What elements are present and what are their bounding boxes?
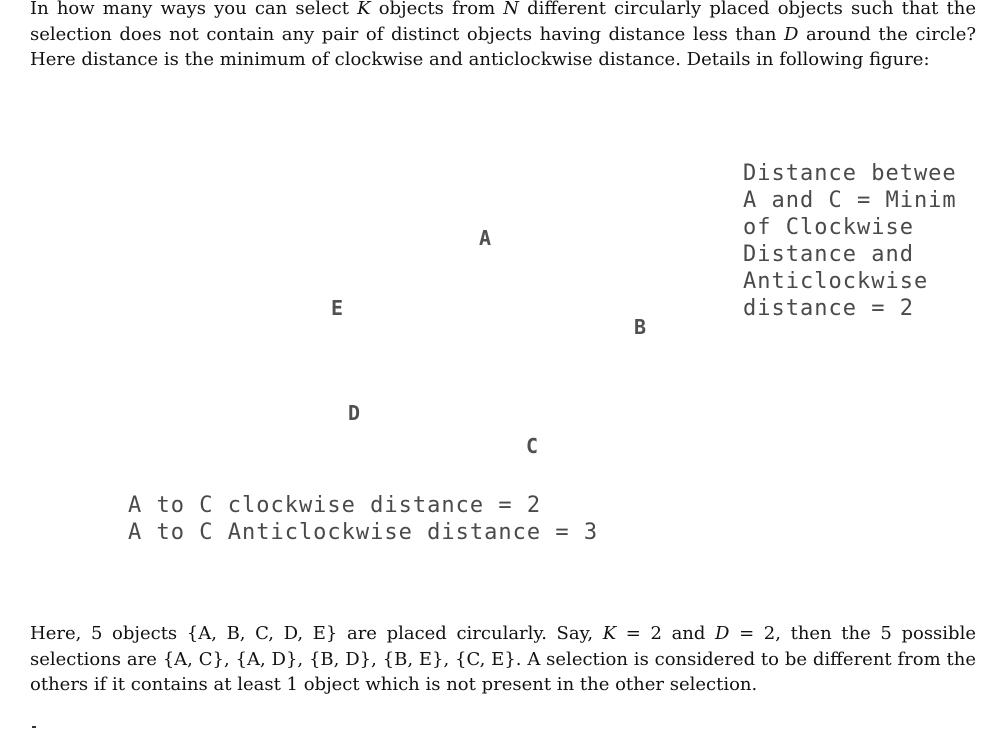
var-d: D	[783, 23, 799, 45]
note-line: A to C clockwise distance = 2	[128, 493, 542, 518]
var-k: K	[602, 623, 617, 644]
point-c-label: C	[526, 434, 540, 458]
var-d: D	[715, 623, 730, 644]
note-line: A and C = Minim	[743, 188, 957, 213]
point-e-label: E	[331, 296, 345, 320]
point-d-label: D	[348, 401, 362, 425]
example-explanation	[30, 621, 976, 698]
problem-statement	[30, 0, 976, 73]
point-a-label: A	[479, 226, 493, 250]
var-k: K	[357, 0, 371, 19]
distance-definition-note	[743, 160, 957, 322]
note-line: Distance betwee	[743, 161, 957, 186]
explain-text-1: Here, 5 objects {A, B, C, D, E} are placed circularly. Say,	[30, 623, 603, 644]
intro-text-1: In how many ways you can select	[30, 0, 358, 19]
note-line: of Clockwise	[743, 215, 914, 240]
intro-text-3: different circularly placed objects such that the selection does not contain any pair of distinct objects having distance less than	[30, 0, 976, 45]
intro-text-2: objects from	[370, 0, 504, 19]
note-line: distance = 2	[743, 296, 914, 321]
distance-example-note	[128, 492, 598, 546]
note-line: A to C Anticlockwise distance = 3	[128, 520, 599, 545]
explain-text-3: = 2, then the 5 possible selections are {A, C}, {A, D}, {B, D}, {B, E}, {C, E}. A selection is considered to be different from the others if it contains at least 1 object which is not present in the other selection.	[30, 623, 976, 695]
explain-text-2: = 2 and	[616, 623, 716, 644]
note-line: Distance and	[743, 242, 914, 267]
cutoff-mark	[32, 726, 36, 728]
intro-text-4: around the circle? Here distance is the minimum of clockwise and anticlockwise distance. Details in following figure:	[30, 23, 976, 70]
note-line: Anticlockwise	[743, 269, 929, 294]
point-b-label: B	[634, 315, 648, 339]
var-n: N	[503, 0, 520, 19]
